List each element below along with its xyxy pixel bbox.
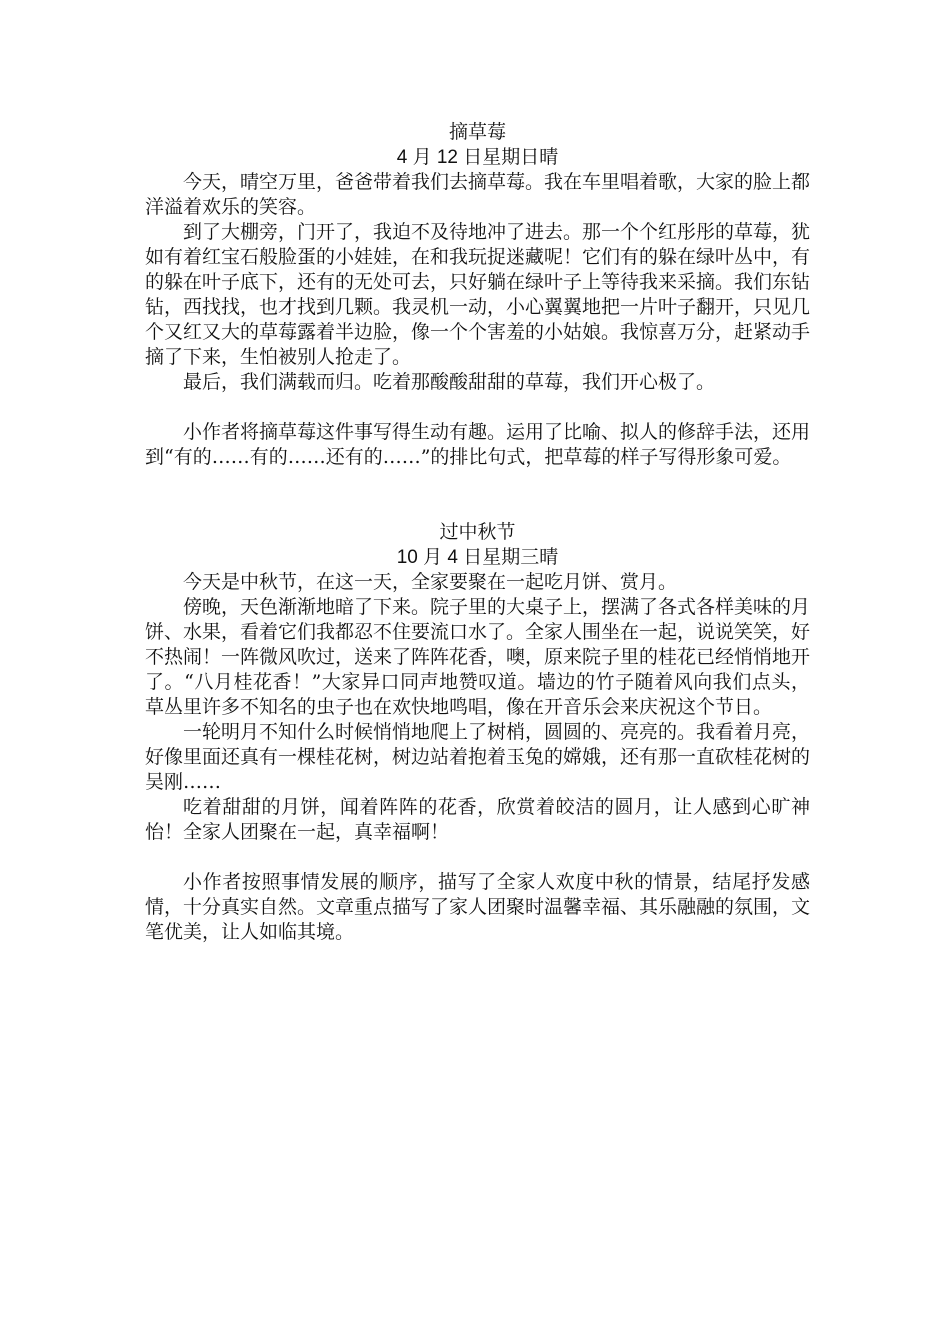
- spacer: [145, 395, 810, 420]
- article-paragraph: 到了大棚旁，门开了，我迫不及待地冲了进去。那一个个红彤彤的草莓，犹如有着红宝石般脸蛋的小娃娃，在和我玩捉迷藏呢！它们有的躲在绿叶丛中，有的躲在叶子底下，还有的无处可去，只好躺在绿叶子上等待我来采摘。我们东钻钻，西找找，也才找到几颗。我灵机一动，小心翼翼地把一片叶子翻开，只见几个又红又大的草莓露着半边脸，像一个个害羞的小姑娘。我惊喜万分，赶紧动手摘了下来，生怕被别人抢走了。: [145, 221, 811, 368]
- spacer: [145, 845, 810, 870]
- article-date: 10 月 4 日星期三晴: [396, 547, 559, 568]
- article-mid-autumn: [145, 520, 810, 945]
- article-title: 过中秋节: [439, 521, 516, 543]
- article-date: 4 月 12 日星期日晴: [396, 147, 559, 168]
- article-paragraph: 今天，晴空万里，爸爸带着我们去摘草莓。我在车里唱着歌，大家的脸上都洋溢着欢乐的笑容。: [145, 171, 811, 218]
- article-paragraph: 最后，我们满载而归。吃着那酸酸甜甜的草莓，我们开心极了。: [183, 371, 716, 393]
- article-paragraph: 吃着甜甜的月饼，闻着阵阵的花香，欣赏着皎洁的圆月，让人感到心旷神怡！全家人团聚在一起，真幸福啊！: [145, 796, 810, 843]
- article-paragraph: 今天是中秋节，在这一天，全家要聚在一起吃月饼、赏月。: [183, 571, 678, 593]
- article-paragraph: 一轮明月不知什么时候悄悄地爬上了树梢，圆圆的、亮亮的。我看着月亮，好像里面还真有一棵桂花树，树边站着抱着玉兔的嫦娥，还有那一直砍桂花树的吴刚……: [145, 721, 811, 793]
- article-comment: 小作者将摘草莓这件事写得生动有趣。运用了比喻、拟人的修辞手法，还用到“有的……有的……还有的……”的排比句式，把草莓的样子写得形象可爱。: [145, 421, 811, 468]
- document-content: [145, 120, 810, 945]
- spacer: [145, 470, 810, 520]
- article-title: 摘草莓: [448, 121, 506, 143]
- article-paragraph: 傍晚，天色渐渐地暗了下来。院子里的大桌子上，摆满了各式各样美味的月饼、水果，看着它们我都忍不住要流口水了。全家人围坐在一起，说说笑笑，好不热闹！一阵微风吹过，送来了阵阵花香，噢，原来院子里的桂花已经悄悄地开了。“八月桂花香！”大家异口同声地赞叹道。墙边的竹子随着风向我们点头，草丛里许多不知名的虫子也在欢快地鸣唱，像在开音乐会来庆祝这个节日。: [145, 596, 811, 718]
- article-comment: 小作者按照事情发展的顺序，描写了全家人欢度中秋的情景，结尾抒发感情，十分真实自然。文章重点描写了家人团聚时温馨幸福、其乐融融的氛围，文笔优美，让人如临其境。: [145, 871, 811, 943]
- article-strawberry: [145, 120, 810, 470]
